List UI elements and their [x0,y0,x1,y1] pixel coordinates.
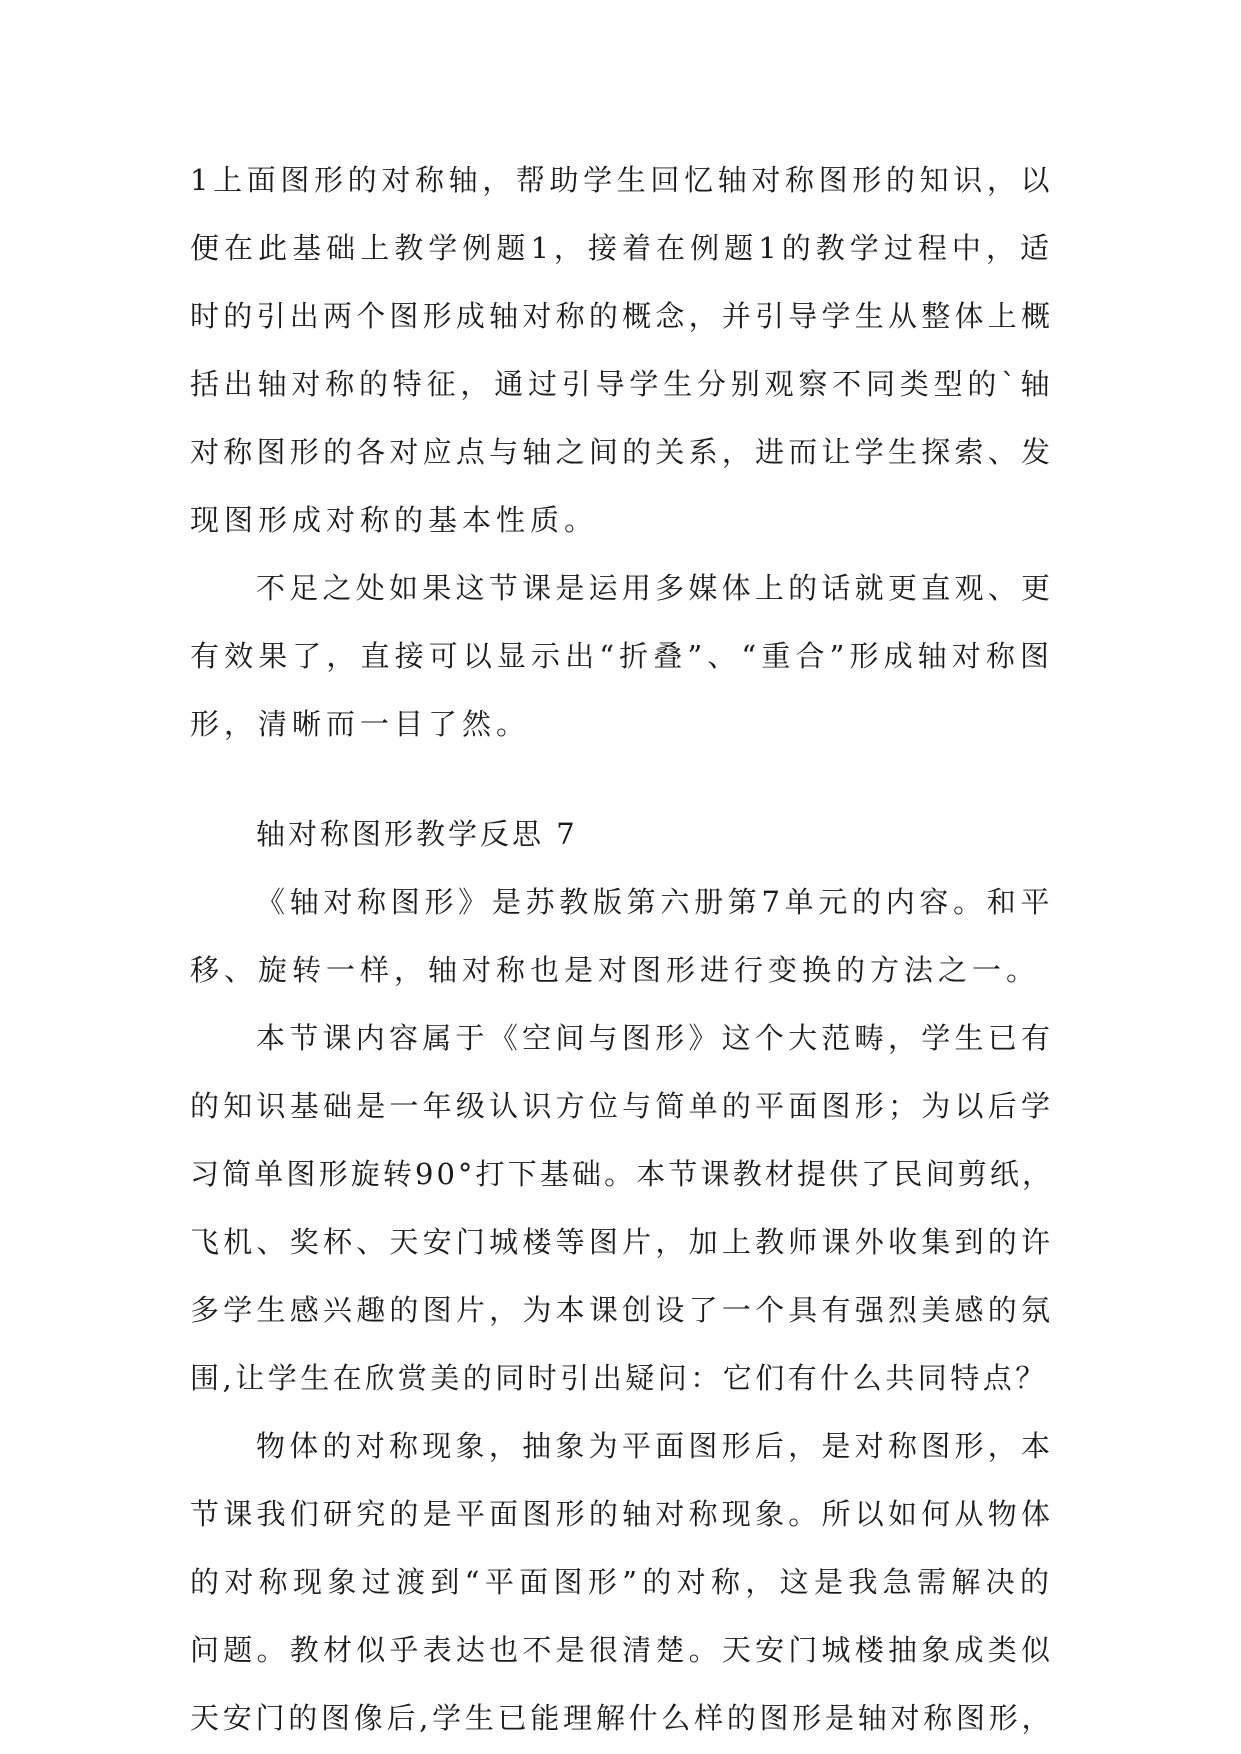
text-line: 便在此基础上教学例题1，接着在例题1的教学过程中，适 [190,231,1054,265]
text-line: 形，清晰而一目了然。 [190,707,531,741]
text-line: 天安门的图像后,学生已能理解什么样的图形是轴对称图形， [190,1701,1054,1735]
text-line: 《轴对称图形》是苏教版第六册第7单元的内容。和平 [256,885,1054,919]
text-line: 的知识基础是一年级认识方位与简单的平面图形；为以后学 [190,1089,1054,1123]
paragraph [190,554,1054,758]
text-line: 飞机、奖杯、天安门城楼等图片，加上教师课外收集到的许 [190,1225,1054,1259]
spacer [190,758,1054,800]
paragraph [190,146,1054,554]
text-line: 本节课内容属于《空间与图形》这个大范畴，学生已有 [256,1021,1054,1055]
text-line: 多学生感兴趣的图片，为本课创设了一个具有强烈美感的氛 [190,1293,1054,1327]
text-line: 的对称现象过渡到“平面图形”的对称，这是我急需解决的 [190,1565,1054,1599]
text-line: 围,让学生在欣赏美的同时引出疑问：它们有什么共同特点？ [190,1361,1048,1395]
text-line: 有效果了，直接可以显示出“折叠”、“重合”形成轴对称图 [190,639,1054,673]
paragraph [190,1412,1054,1752]
paragraph [190,1004,1054,1412]
text-line: 问题。教材似乎表达也不是很清楚。天安门城楼抽象成类似 [190,1633,1054,1667]
text-line: 现图形成对称的基本性质。 [190,503,599,537]
text-line: 节课我们研究的是平面图形的轴对称现象。所以如何从物体 [190,1497,1054,1531]
text-line: 不足之处如果这节课是运用多媒体上的话就更直观、更 [256,571,1054,605]
paragraph [190,868,1054,1004]
text-line: 对称图形的各对应点与轴之间的关系，进而让学生探索、发 [190,435,1054,469]
text-line: 时的引出两个图形成轴对称的概念，并引导学生从整体上概 [190,299,1054,333]
text-line: 移、旋转一样，轴对称也是对图形进行变换的方法之一。 [190,953,1041,987]
document-page [190,146,1054,1752]
text-line: 物体的对称现象，抽象为平面图形后，是对称图形，本 [256,1429,1054,1463]
section-heading: 轴对称图形教学反思 7 [256,817,578,851]
text-line: 习简单图形旋转90°打下基础。本节课教材提供了民间剪纸， [190,1157,1054,1191]
text-line: 括出轴对称的特征，通过引导学生分别观察不同类型的`轴 [190,367,1054,401]
text-line: 1上面图形的对称轴，帮助学生回忆轴对称图形的知识，以 [190,163,1054,197]
